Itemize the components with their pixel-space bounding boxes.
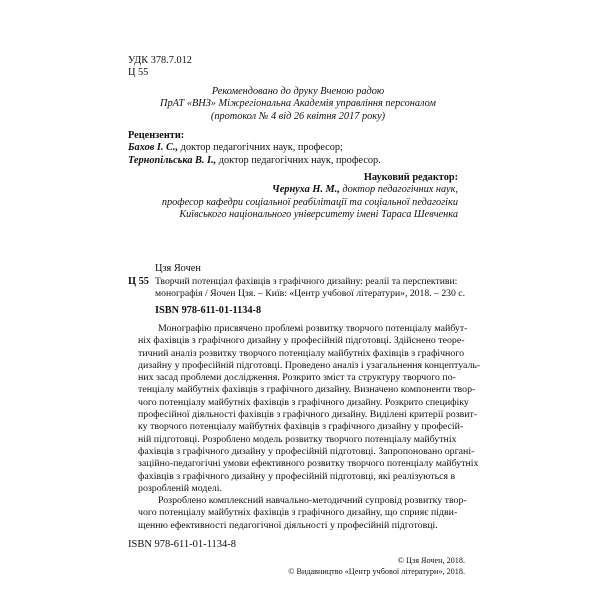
abstract-line: Розроблено комплексний навчально-методичний супровід розвитку твор- [158,495,467,507]
abstract-line: щенню ефективності педагогічної діяльності у професійній підготовці. [138,519,438,531]
copyright-block [250,556,465,577]
abstract-line: ку творчого потенціалу майбутніх фахівців з графічного дизайну у професій- [138,421,464,433]
abstract-line: них засад проблеми дослідження. Розкрито зміст та структуру творчого по- [138,372,456,384]
recommendation-line: ПрАТ «ВНЗ» Міжрегіональна Академія управління персоналом [160,98,436,110]
abstract-paragraph [138,323,481,532]
editor-desc: доктор педагогічних наук, [339,184,458,196]
catalog-index: Ц 55 [128,276,149,287]
reviewer-entry [128,155,381,167]
abstract-line: тичний аналіз розвитку творчого потенціалу майбутніх фахівців з графічного [138,347,465,359]
reviewer-name: Бахов І. С., [128,142,179,154]
copyright-line: © Видавництво «Центр учбової літератури», 2018. [288,566,465,576]
editor-entry [128,184,458,196]
abstract-line: дизайну у професійній підготовці. Проведено аналіз і узагальнення концептуаль- [138,359,481,371]
abstract-line: чого потенціалу майбутніх фахівців з графічного дизайну. Розкрито специфіку [138,396,469,408]
reviewers-heading: Рецензенти: [128,130,185,141]
recommendation-line: (протокол № 4 від 26 квітня 2017 року) [210,110,386,122]
abstract-line: ніх фахівців з графічного дизайну у професійній підготовці. Здійснено теоре- [138,335,465,347]
catalog-isbn: ISBN 978-611-01-1134-8 [155,305,262,316]
catalog-line: монографія / Яочен Цзя. – Київ: «Центр учбової літератури», 2018. – 230 с. [155,288,465,300]
abstract-line: професійної діяльності фахівців з графічного дизайну. Виділені критерії розвит- [138,409,478,421]
udc-index: Ц 55 [128,67,149,79]
editor-heading: Науковий редактор: [363,172,458,183]
reviewer-entry [128,142,381,154]
abstract-line: розробленій моделі. [138,482,222,494]
reviewer-desc: доктор педагогічних наук, професор. [216,154,381,166]
catalog-line: Творчий потенціал фахівців з графічного дизайну: реалії та перспективи: [155,276,458,287]
abstract-line: фахівців з графічного дизайну у професійній підготовці. Запропоновано органі- [138,445,475,457]
editor-line: професор кафедри соціальної реабілітації та соціальної педагогіки [161,196,458,208]
abstract-line: тенціалу майбутніх фахівців з графічного дизайну. Визначено компоненти твор- [138,384,476,396]
recommendation-line: Рекомендовано до друку Вченою радою [211,86,385,97]
abstract-line: чого потенціалу майбутніх фахівців з графічного дизайну, що сприяє підви- [138,507,458,519]
abstract-line: Монографію присвячено проблемі розвитку творчого потенціалу майбут- [158,323,468,334]
abstract-line: заційно-педагогічні умови ефективного розвитку творчого потенціалу майбутніх [138,458,479,470]
udc-block [128,55,192,80]
editor-line: Київського національного університету імені Тараса Шевченка [179,209,458,221]
udc-code: УДК 378.7.012 [128,55,192,66]
editor-name: Чернуха Н. М., [272,184,340,196]
abstract-line: фахівців з графічного дизайну у професійній підготовці, які реалізуються в [138,470,456,482]
editor-block [128,172,458,222]
copyright-line: © Цзя Яочен, 2018. [397,556,465,565]
reviewer-desc: доктор педагогічних наук, професор; [178,142,343,154]
reviewers-block [128,130,381,167]
abstract-line: ній підготовці. Розроблено модель розвитку творчого потенціалу майбутніх [138,433,457,445]
footer-isbn: ISBN 978-611-01-1134-8 [128,539,237,550]
recommendation-block [128,86,468,123]
catalog-author: Цзя Яочен [155,263,201,274]
reviewer-name: Тернопільська В. І., [128,154,217,166]
catalog-description [155,276,470,301]
